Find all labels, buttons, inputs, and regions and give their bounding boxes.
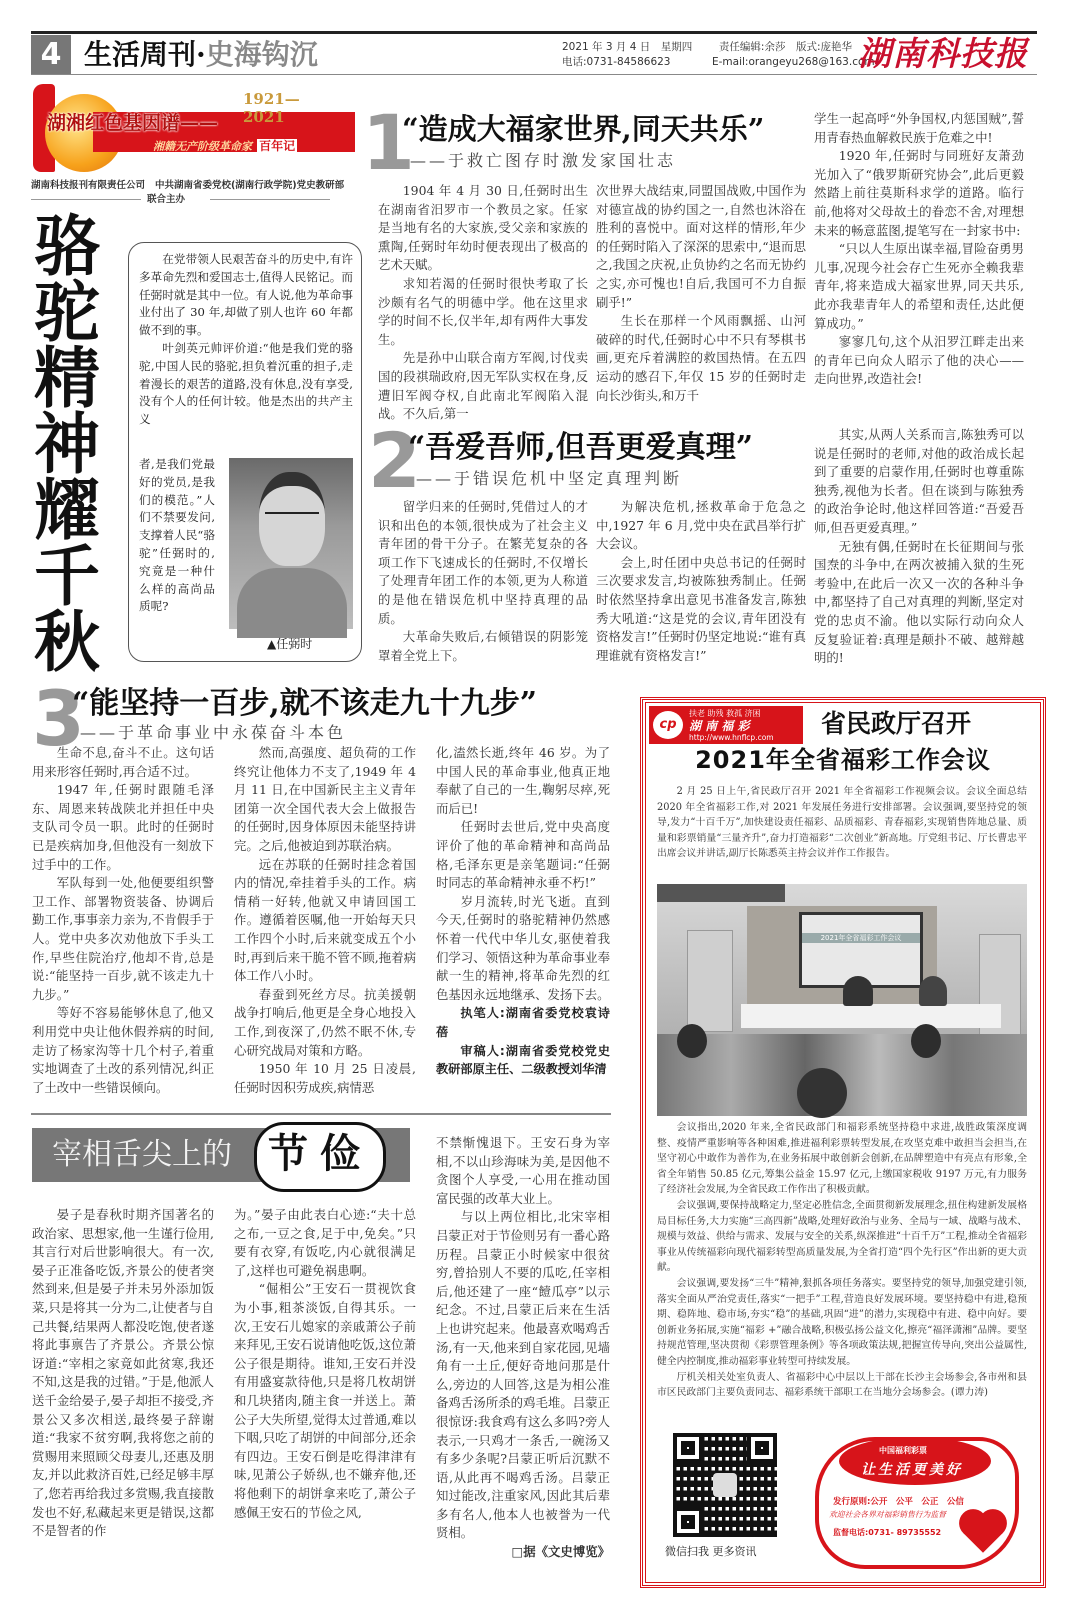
frugal-column-3 [436, 1134, 610, 1580]
issue-date: 2021 年 3 月 4 日 星期四 [562, 41, 693, 53]
section-3-column-1 [32, 744, 214, 1104]
ad-paragraph: 会议强调,要保持战略定力,坚定必胜信念,全面贯彻新发展理念,扭住构建新发展格局目标任务,大力实施“三高四新”战略,处理好政治与业务、全局与一域、战略与战术、规模与效益、供给与需求、发展与安全的关系,纵深推进“十百千万”工程,推动全省福彩事业从传统福彩向现代福彩转型高质量发展,为全省打造“四个先行区”作出新的更大贡献。 [657, 1199, 1027, 1274]
qr-finder [747, 1433, 777, 1463]
paragraph: 1920 年,任弼时与同班好友萧劲光加入了“俄罗斯研究协会”,此后更毅然踏上前往莫斯科求学的道路。临行前,他将对父母故土的眷恋不舍,对理想未来的畅意蓝图,提笔写在一封家书中: [814, 148, 1024, 238]
paragraph: “倔相公”王安石一贯视饮食为小事,粗茶淡饭,自得其乐。一次,王安石儿媳家的亲戚萧公子前来拜见,王安石说请他吃饭,这位萧公子很是期待。谁知,王安石并没有用盛宴款待他,只是将几枚胡饼和几块猪肉,随主食一并送上。萧公子大失所望,觉得太过普通,难以下咽,只吃了胡饼的中间部分,还余有四边。王安石倒是吃得津津有味,见萧公子娇纵,也不嫌弃他,还将他剩下的胡饼拿来吃了,萧公子感佩王安石的节俭之风, [234, 1281, 416, 1520]
issue-phone: 电话:0731-84586623 [562, 56, 671, 68]
frugal-title-text: 宰相舌尖上的 [52, 1137, 232, 1172]
supervise-hotline[interactable]: 监督电话:0731- 89735552 [833, 1528, 942, 1537]
paragraph: 化,溘然长逝,终年 46 岁。为了中国人民的革命事业,他真正地奉献了自己的一生,鞠躬尽瘁,死而后已! [436, 745, 610, 816]
photo-audience-head [911, 1024, 941, 1058]
section-divider [31, 1113, 611, 1115]
paragraph: 为。”晏子由此表白心迹:“夫十总之布,一豆之食,足于中,免矣。”只要有衣穿,有饭吃,内心就很满足了,这样也可避免祸患啊。 [234, 1207, 416, 1278]
main-title-char: 驼 [34, 274, 100, 351]
paragraph: 为解决危机,拯救革命于危急之中,1927 年 6 月,党中央在武昌举行扩大会议。 [596, 499, 806, 552]
paragraph: 求知若渴的任弼时很快考取了长沙颇有名气的明德中学。他在这里求学的时间不长,仅半年,却有两件大事发生。 [378, 275, 588, 347]
author-credit: 执笔人:湖南省委党校袁诗蓓 [436, 1006, 610, 1039]
photo-screen-text: 2021年全省福彩工作会议 [802, 933, 920, 943]
main-title-char: 秋 [34, 604, 100, 681]
paragraph: 1904 年 4 月 30 日,任弼时出生在湖南省汨罗市一个教员之家。任家是当地有名的大家族,受父亲和家族的熏陶,任弼时年幼时便表现出了极高的艺术天赋。 [378, 183, 588, 273]
lottery-logo [649, 706, 803, 744]
photo-speaker [843, 976, 873, 1006]
qr-center-logo [713, 1473, 737, 1497]
paragraph: 军队每到一处,他便要组织警卫工作、部署物资装备、协调后勤工作,事事亲力亲为,不肯假手于人。党中央多次劝他放下手头工作,早些住院治疗,他却不肯,总是说:“能坚持一百步,就不该走九十九步。” [32, 875, 214, 1002]
section-1-number: 1 [362, 98, 415, 187]
lottery-logo-tags: 扶老 助残 救孤 济困 [689, 709, 761, 718]
section-1-column-1 [378, 182, 588, 422]
paragraph: 岁月流转,时光飞逝。直到今天,任弼时的骆驼精神仍然感怀着一代代中华儿女,驱使着我们学习、领悟这种为革命事业奉献一生的精神,将革命先烈的红色基因永远地继承、发扬下去。 [436, 893, 610, 1002]
banner-subtitle-badge: 百年记 [259, 139, 296, 153]
lottery-ad [640, 697, 1046, 1588]
slogan-text: 让生活更美好 [861, 1462, 963, 1478]
paragraph: 先是孙中山联合南方军阀,讨伐卖国的段祺瑞政府,因无军队实权在身,反遭旧军阀夺权,自此南北军阀陷入混战。不久后,第一 [378, 350, 588, 422]
paper-logo: 湖南科技报 [858, 34, 1028, 73]
frugal-title-bar [32, 1128, 410, 1182]
reviewer-credit: 审稿人:湖南省委党校党史教研部原主任、二级教授刘华清 [436, 1043, 610, 1077]
paragraph: 不禁惭愧退下。王安石身为宰相,不以山珍海味为美,是因他不贪图个人享受,一心用在推动国富民强的改革大业上。 [436, 1135, 610, 1206]
editor-names: 责任编辑:余莎 版式:庞艳华 [718, 41, 852, 53]
section-title [84, 36, 318, 74]
paragraph: 春蚕到死丝方尽。抗美援朝战争打响后,他更是全身心地投入工作,到夜深了,仍然不眠不休,专心研究战局对策和方略。 [234, 986, 416, 1058]
paragraph: 次世界大战结束,同盟国战败,中国作为对德宣战的协约国之一,自然也沐浴在胜利的喜悦中。面对这样的情形,年少的任弼时陷入了深深的思索中,“退而思之,我国之庆祝,止负协约之名而无协约之实,亦可愧也!自后,我国可不力自振刷乎!” [596, 183, 806, 310]
paragraph: 与以上两位相比,北宋宰相吕蒙正对于节俭则另有一番心路历程。吕蒙正小时候家中很贫穷,曾拾别人不要的瓜吃,任宰相后,他还建了一座“饐瓜亭”以示纪念。不过,吕蒙正后来在生活上也讲究起来。他最喜欢喝鸡舌汤,有一天,他来到自家花园,见墙角有一土丘,便好奇地问那是什么,旁边的人回答,这是为相公准备鸡舌汤所杀的鸡毛堆。吕蒙正很惊讶:我食鸡有这么多吗?旁人表示,一只鸡才一条舌,一碗汤又有多少条呢?吕蒙正听后沉默不语,从此再不喝鸡舌汤。吕蒙正知过能改,注重家风,因此其后辈多有名人,他本人也被誉为一代贤相。 [436, 1209, 610, 1541]
source-credit: □据《文史博览》 [511, 1544, 610, 1560]
intro-side-text: 者,是我们党最好的党员,是我们的模范。”人们不禁要发问,支撑着人民“骆驼”任弼时的,究竟是一种什么样的高尚品质呢? [139, 457, 215, 614]
heart-icon [963, 1513, 1003, 1553]
editor-email[interactable]: E-mail:orangeyu268@163.com [712, 56, 875, 68]
section-1-column-2 [596, 182, 806, 403]
subsection-name: 史海钩沉 [205, 38, 318, 71]
banner-title: 湖湘红色基因谱—— [47, 112, 219, 134]
main-title-char: 神 [34, 406, 100, 483]
frugal-title-bubble-char-2: 俭 [320, 1131, 360, 1177]
ad-paragraph: 会议强调,要发扬“三牛”精神,狠抓各项任务落实。要坚持党的领导,加强党建引领,落实全面从严治党责任,落实“一把手”工程,营造良好发展环境。要坚持稳中有进,稳预期、稳阵地、稳市场,夯实“稳”的基础,巩固“进”的潜力,实现稳中有进、稳中向好。要创新业务拓展,实施“福彩 +”融合战略,积极弘扬公益文化,擦亮“福泽潇湘”品牌。要坚持规范管理,坚决贯彻《彩票管理条例》等各项政策法规,把握宣传导向,突出公益属性,健全内控制度,推动福彩事业转型可持续发展。 [657, 1277, 1027, 1367]
photo-caption: ▲任弼时 [267, 637, 313, 651]
intro-paragraph: 在党带领人民艰苦奋斗的历史中,有许多革命先烈和爱国志士,值得人民铭记。而任弼时就是其中一位。有人说,他为革命事业付出了 30 年,却做了别人也许 60 年都做不到的事。 [139, 252, 353, 338]
qr-caption: 微信扫我 更多资讯 [665, 1545, 757, 1558]
frugal-column-1 [32, 1206, 214, 1576]
section-1-column-3 [814, 110, 1024, 410]
section-3-column-3 [436, 744, 610, 1106]
paragraph: 晏子是春秋时期齐国著名的政治家、思想家,他一生谨行俭用,其言行对后世影响很大。有一次,晏子正准备吃饭,齐景公的使者突然到来,但是晏子并未另外添加饭菜,只是将其一分为二,让使者与自己共餐,结果两人都没吃饱,使者遂将此事禀告了齐景公。齐景公惊讶道:“宰相之家竟如此贫寒,我还不知,这是我的过错。”于是,他派人送千金给晏子,晏子却拒不接受,齐景公又多次相送,最终晏子辞谢道:“我家不贫穷啊,我将您之前的赏赐用来照顾父母妻儿,还惠及朋友,并以此救济百姓,已经足够丰厚了,您若再给我过多赏赐,我直接散发也不好,私藏起来更是错误,这都不是智者的作 [32, 1207, 214, 1539]
paragraph: 其实,从两人关系而言,陈独秀可以说是任弼时的老师,对他的政治成长起到了重要的启蒙作用,任弼时也尊重陈独秀,视他为长者。但在谈到与陈独秀的政治争论时,他这样回答道:“吾爱吾师,但吾更爱真理。” [814, 427, 1024, 535]
supervise-note: 欢迎社会各界对福彩销售行为监督 [829, 1510, 946, 1519]
main-title-char: 骆 [34, 208, 100, 285]
ad-paragraph: 厅机关相关处室负责人、省福彩中心中层以上干部在长沙主会场参会,各市州和县市区民政部门主要负责同志、福彩系统干部职工在当地分会场参会。(谭力涛) [657, 1371, 1027, 1399]
ad-headline-1: 省民政厅召开 [821, 709, 972, 738]
paragraph: 寥寥几句,这个从汨罗江畔走出来的青年已向众人昭示了他的决心——走向世界,改造社会! [814, 334, 1024, 387]
paragraph: “只以人生原出谋幸福,冒险奋勇男儿事,况现今社会存亡生死亦全赖我辈青年,将来造成大福家世界,同天共乐,此亦我辈青年人的希望和责任,达此便算成功。” [814, 241, 1024, 331]
photo-head-table [741, 1004, 1001, 1028]
issue-info [562, 40, 692, 70]
issuing-principles: 发行原则:公开 公平 公正 公信 [833, 1497, 964, 1507]
paragraph: 然而,高强度、超负荷的工作终究让他体力不支了,1949 年 4 月 11 日,在中国新民主主义青年团第一次全国代表大会上做报告的任弼时,因身体原因未能坚持讲完。之后,他被迫到苏联治病。 [234, 745, 416, 853]
ad-paragraph: 会议指出,2020 年来,全省民政部门和福彩系统坚持稳中求进,战胜政策深度调整、疫情严重影响等各种困难,推进福利彩票转型发展,在攻坚克难中敢担当会担当,在坚守初心中敢作为善作为,在业务拓展中敢创新会创新,在品牌塑造中有亮点有形象,全省全年销售 50.85 亿元,筹集公益金 15.97 亿元,上缴国家税收 9197 万元,有力服务了经济社会发展,为全省民政工作作出了积极贡献。 [657, 1122, 1027, 1196]
qr-finder [673, 1433, 703, 1463]
paragraph: 1950 年 10 月 25 日凌晨,任弼时因积劳成疾,病情恶 [234, 1061, 416, 1095]
qr-code[interactable] [673, 1433, 777, 1537]
ad-headline-2: 2021年全省福彩工作会议 [695, 746, 991, 774]
sponsor-rule-right [210, 199, 330, 200]
main-title-char: 精 [34, 340, 100, 417]
section-3-subtitle: ——于革命事业中永葆奋斗本色 [80, 723, 347, 742]
series-banner [33, 80, 333, 172]
section-2-column-2 [596, 498, 806, 670]
paragraph: 生长在那样一个风雨飘摇、山河破碎的时代,任弼时心中不只有琴棋书画,更充斥着满腔的救国热情。在五四运动的感召下,年仅 15 岁的任弼时走向长沙街头,和万千 [596, 313, 806, 403]
paragraph: 1947 年,任弼时跟随毛泽东、周恩来转战陕北并担任中央支队司令员一职。此时的任弼时已是疾病加身,但他没有一刻放下过手中的工作。 [32, 782, 214, 872]
section-1-subtitle: ——于救亡图存时激发家国壮志 [410, 151, 677, 170]
section-2-column-3 [814, 426, 1024, 670]
paragraph: 等好不容易能够休息了,他又利用党中央让他休假养病的时间,走访了杨家沟等十几个村子,着重实地调查了土改的系列情况,纠正了土改中一些错误倾向。 [32, 1005, 214, 1095]
banner-subtitle [153, 135, 297, 154]
lottery-logo-name: 湖 南 福 彩 [689, 719, 750, 733]
intro-box [128, 242, 362, 662]
slogan-panel [815, 1437, 1019, 1569]
main-title-char: 耀 [34, 472, 100, 549]
photo-audience-head [677, 1024, 707, 1058]
section-2-column-1 [378, 498, 588, 670]
ad-body [657, 1120, 1027, 1401]
photo-top-screen [657, 884, 785, 902]
frugal-title-bubble-char-1: 节 [268, 1131, 308, 1177]
photo-left-door [687, 930, 733, 1032]
paragraph: 远在苏联的任弼时挂念着国内的情况,牵挂着手头的工作。病情稍一好转,他就又申请回国工作。遵循着医嘱,他一开始每天只工作四个小时,后来就变成五个小时,再到后来干脆不管不顾,拖着病体工作八小时。 [234, 856, 416, 984]
portrait-body [237, 568, 347, 638]
section-3-title: “能坚持一百步,就不该走九十九步” [72, 686, 537, 721]
paragraph: 学生一起高呼“外争国权,内惩国贼”,誓用青春热血解救民族于危难之中! [814, 111, 1024, 145]
slogan-brand: 中国福利彩票 [879, 1446, 927, 1455]
frugal-column-2 [234, 1206, 416, 1576]
photo-audience-head [797, 1068, 847, 1118]
section-2-title: “吾爱吾师,但吾更爱真理” [408, 430, 753, 465]
paragraph: 无独有偶,任弼时在长征期间与张国焘的斗争中,在两次被捕入狱的生死考验中,在此后一次又一次的各种斗争中,都坚持了自己对真理的判断,坚定对党的忠贞不渝。他以实际行动向众人反复验证着:真理是颠扑不破、越辩越明的! [814, 538, 1024, 666]
sponsor-rule-left [31, 199, 141, 200]
editor-info [712, 40, 875, 70]
lottery-logo-url[interactable]: http://www.hnflcp.com [689, 733, 774, 742]
meeting-photo [657, 884, 1027, 1116]
banner-subtitle-text: 湘籍无产阶级革命家 [153, 140, 252, 153]
sponsor-note: 联合主办 [147, 194, 186, 205]
paragraph: 会上,时任团中央总书记的任弼时三次要求发言,均被陈独秀制止。任弼时依然坚持拿出意见书准备发言,陈独秀大吼道:“这是党的会议,青年团没有资格发言!”任弼时仍坚定地说:“谁有真理谁就有资格发言!” [596, 554, 806, 663]
section-name: 生活周刊· [84, 38, 206, 71]
ad-intro: 2 月 25 日上午,省民政厅召开 2021 年全省福彩工作视频会议。会议全面总结 2020 年全省福彩工作,对 2021 年发展任务进行安排部署。会议强调,要坚持党的领导,发力“十百千万”,加快建设责任福彩、品质福彩、青春福彩,实现销售阵地总量、质量和彩票销量“三量齐升”,奋力打造福彩“二次创业”新高地。厅党组书记、厅长曹忠平出席会议并讲话,副厅长陈悉英主持会议并作工作报告。 [657, 786, 1027, 860]
main-title [32, 208, 102, 681]
paragraph: 任弼时去世后,党中央高度评价了他的革命精神和高尚品格,毛泽东更是亲笔题词:“任弼时同志的革命精神永垂不朽!” [436, 819, 610, 891]
portrait-photo [229, 458, 353, 629]
header-rule [31, 74, 1037, 75]
sponsor-1: 湖南科技报刊有限责任公司 [31, 180, 146, 191]
portrait-glasses [265, 512, 319, 526]
cfp-logo-icon: cp [653, 711, 683, 739]
section-2-number: 2 [368, 416, 421, 505]
sponsor-2: 中共湖南省委党校(湖南行政学院)党史教研部 [154, 180, 345, 191]
paragraph: 生命不息,奋斗不止。这句话用来形容任弼时,再合适不过。 [32, 745, 214, 779]
section-2-subtitle: ——于错误危机中坚定真理判断 [416, 469, 683, 488]
section-3-column-2 [234, 744, 416, 1104]
banner-years: 1921—2021 [243, 90, 300, 126]
page-number: 4 [31, 35, 71, 74]
photo-speaker-2 [919, 976, 947, 1006]
intro-text [139, 251, 353, 429]
paragraph: 留学归来的任弼时,凭借过人的才识和出色的本领,很快成为了社会主义青年团的骨干分子。在繁芜复杂的各项工作下飞速成长的任弼时,不仅增长了处理青年团工作的本领,更为人称道的是他在错误危机中坚持真理的品质。 [378, 499, 588, 626]
qr-finder [673, 1507, 703, 1537]
section-1-title: “造成大福家世界,同天共乐” [402, 112, 765, 146]
section-3-number: 3 [32, 674, 85, 763]
intro-paragraph: 叶剑英元帅评价道:“他是我们党的骆驼,中国人民的骆驼,担负着沉重的担子,走着漫长的艰苦的道路,没有休息,没有享受,没有个人的任何计较。他是杰出的共产主义 [139, 340, 353, 427]
main-title-char: 千 [34, 538, 100, 615]
sponsors [31, 177, 345, 191]
paragraph: 大革命失败后,右倾错误的阴影笼罩着全党上下。 [378, 629, 588, 663]
